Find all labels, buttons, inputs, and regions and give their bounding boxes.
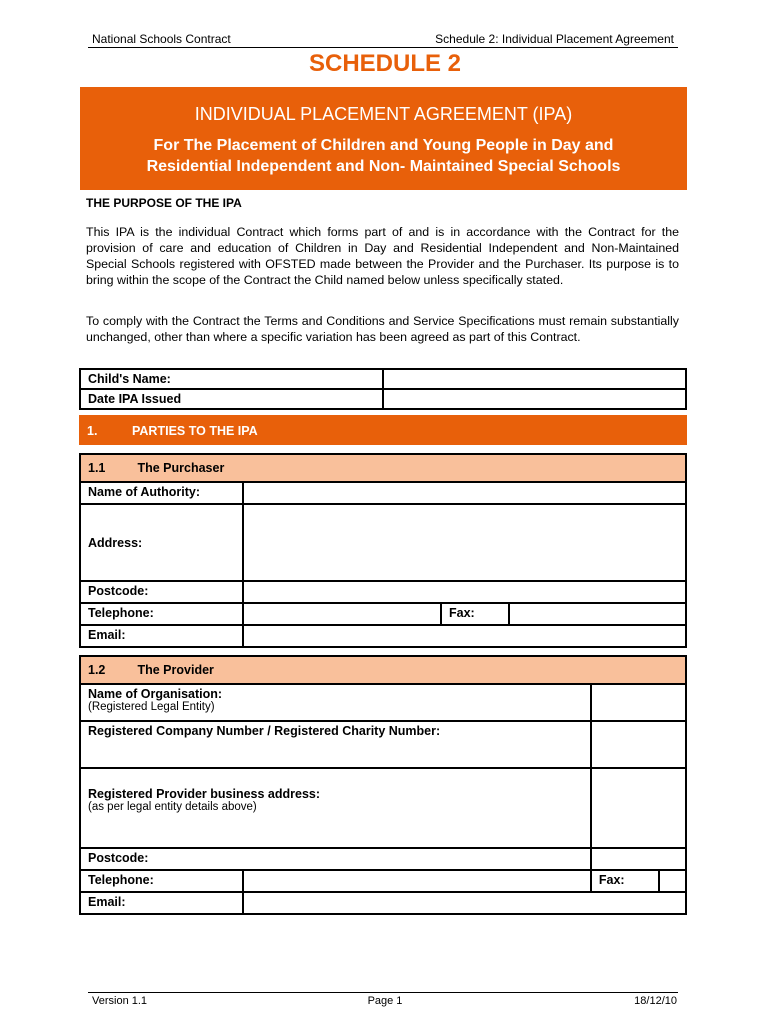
section-1-title: PARTIES TO THE IPA: [132, 424, 258, 438]
registration-number-field[interactable]: [591, 721, 686, 768]
childs-name-field[interactable]: [383, 369, 686, 389]
provider-postcode-field[interactable]: [591, 848, 686, 870]
purchaser-address-field[interactable]: [243, 504, 686, 581]
banner-title: INDIVIDUAL PLACEMENT AGREEMENT (IPA): [194, 104, 573, 124]
purchaser-email-field[interactable]: [243, 625, 686, 647]
provider-fax-field[interactable]: [659, 870, 686, 892]
child-details-table: [79, 368, 687, 410]
provider-email-field[interactable]: [243, 892, 686, 914]
business-address-text: Registered Provider business address:: [88, 787, 321, 801]
purchaser-number: 1.1: [88, 461, 106, 475]
purchaser-address-label: Address:: [80, 504, 243, 581]
provider-subheading: [80, 656, 686, 684]
header-divider: [88, 47, 678, 48]
purchaser-telephone-label: Telephone:: [80, 603, 243, 625]
provider-table: [79, 655, 687, 915]
footer-version: Version 1.1: [92, 995, 148, 1007]
authority-name-field[interactable]: [243, 482, 686, 504]
footer-divider: [88, 992, 678, 993]
provider-title: The Provider: [137, 663, 214, 677]
purchaser-fax-field[interactable]: [509, 603, 686, 625]
purchaser-subheading: [80, 454, 686, 482]
purpose-heading: THE PURPOSE OF THE IPA: [86, 196, 242, 210]
provider-postcode-label: Postcode:: [80, 848, 591, 870]
business-address-note: (as per legal entity details above): [88, 801, 257, 813]
purchaser-table: [79, 453, 687, 648]
date-issued-label: Date IPA Issued: [80, 389, 383, 409]
purpose-paragraph-1: This IPA is the individual Contract which forms part of and is in accordance with the Contract for the provision of care and education of Children in Day and Residential Independent and Non-Maintained Special Schools registered with OFSTED made between the Provider and the Purchaser. Its purpose is to bring within the scope of the Contract the Child named below unless specifically stated.: [86, 225, 679, 287]
title-banner: [80, 87, 687, 190]
provider-telephone-field[interactable]: [243, 870, 591, 892]
section-1-header: [79, 415, 687, 445]
provider-fax-label: Fax:: [591, 870, 659, 892]
footer-page-number: Page 1: [367, 995, 403, 1007]
organisation-name-text: Name of Organisation:: [88, 687, 223, 701]
purchaser-postcode-field[interactable]: [243, 581, 686, 603]
purchaser-telephone-field[interactable]: [243, 603, 441, 625]
childs-name-label: Child's Name:: [80, 369, 383, 389]
footer-date: 18/12/10: [634, 995, 677, 1007]
provider-email-label: Email:: [80, 892, 243, 914]
banner-subtitle: For The Placement of Children and Young People in Day and Residential Independent and Non- Maintained Special Schools: [146, 137, 621, 175]
page-title: SCHEDULE 2: [308, 50, 462, 77]
organisation-name-label: [80, 684, 591, 721]
business-address-label: [80, 768, 591, 848]
provider-telephone-label: Telephone:: [80, 870, 243, 892]
purchaser-email-label: Email:: [80, 625, 243, 647]
purchaser-fax-label: Fax:: [441, 603, 509, 625]
purchaser-title: The Purchaser: [137, 461, 225, 475]
business-address-field[interactable]: [591, 768, 686, 848]
section-1-number: 1.: [87, 424, 98, 438]
purchaser-postcode-label: Postcode:: [80, 581, 243, 603]
registration-number-label: Registered Company Number / Registered Charity Number:: [80, 721, 591, 768]
purpose-paragraph-2: To comply with the Contract the Terms and Conditions and Service Specifications must remain substantially unchanged, other than where a specific variation has been agreed as part of this Contract.: [86, 314, 679, 344]
date-issued-field[interactable]: [383, 389, 686, 409]
organisation-name-field[interactable]: [591, 684, 686, 721]
authority-name-label: Name of Authority:: [80, 482, 243, 504]
header-contract-name: National Schools Contract: [92, 32, 231, 46]
header-schedule-name: Schedule 2: Individual Placement Agreement: [435, 32, 674, 46]
provider-number: 1.2: [88, 663, 106, 677]
organisation-name-note: (Registered Legal Entity): [88, 701, 215, 713]
